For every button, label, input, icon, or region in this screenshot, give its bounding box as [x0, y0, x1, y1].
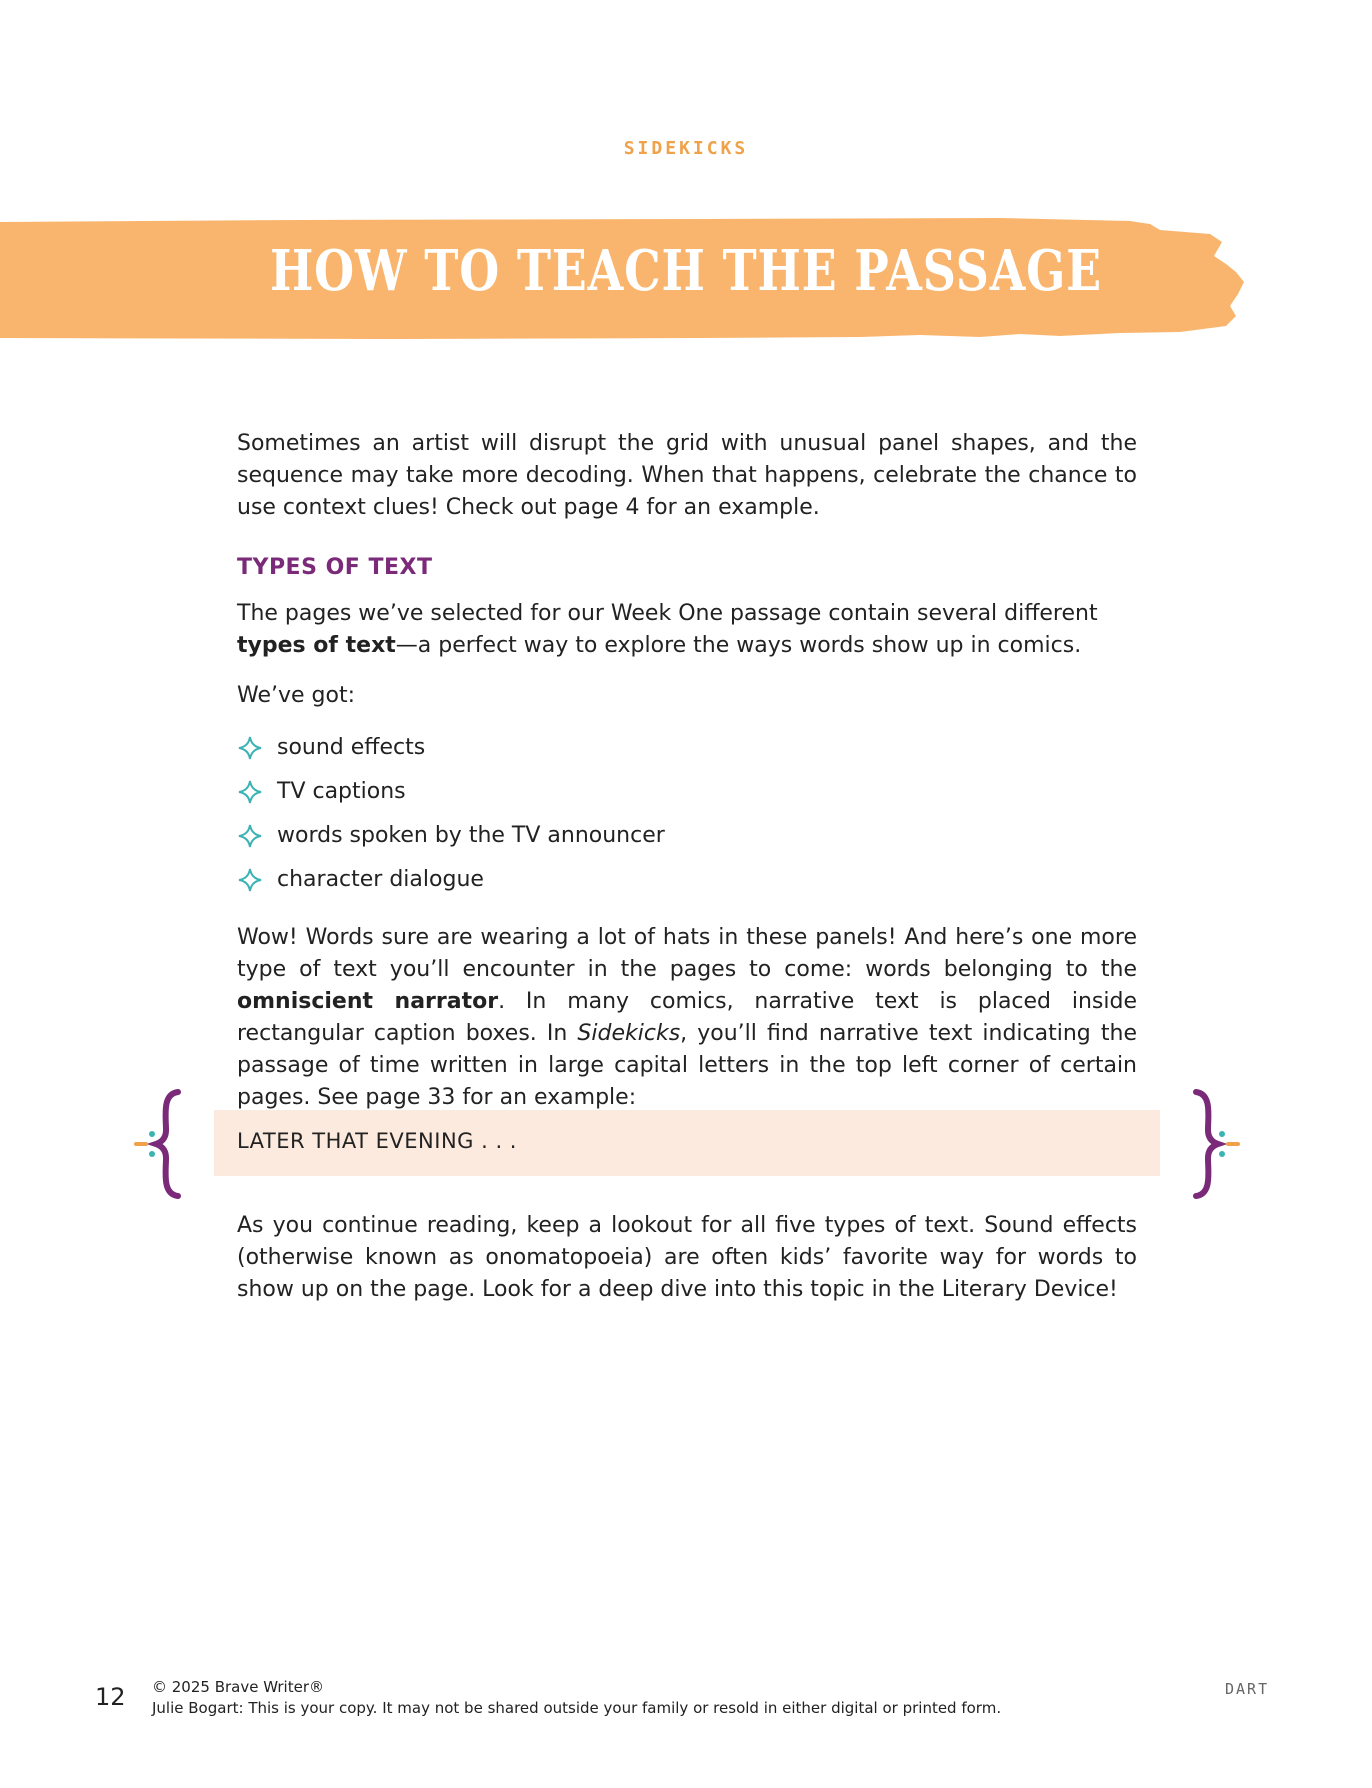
text-span: The pages we’ve selected for our Week One passage contain several different [237, 601, 1098, 626]
caption-example-text: LATER THAT EVENING . . . [237, 1129, 517, 1153]
four-point-star-icon [237, 823, 263, 849]
closing-section [237, 1210, 1137, 1306]
text-span: —a perfect way to explore the ways words show up in comics. [395, 633, 1082, 658]
bold-term: omniscient narrator [237, 989, 499, 1014]
running-head: SIDEKICKS [623, 138, 749, 159]
text-span: , you’ll find narrative text indicating the passage of time written in large capital letters in the top left corner of certain pages. See page 33 for an example: [237, 1021, 1137, 1110]
license-line: Julie Bogart: This is your copy. It may not be shared outside your family or resold in either digital or printed form. [152, 1699, 1002, 1717]
italic-title: Sidekicks [577, 1021, 681, 1046]
text-types-list [237, 726, 1137, 902]
closing-paragraph: As you continue reading, keep a lookout for all five types of text. Sound effects (otherwise known as onomatopoeia) are often kids’ favorite way for words to show up on the page. Look for a deep dive into this topic in the Literary Device! [237, 1213, 1137, 1302]
footer-mark: DART [1225, 1680, 1270, 1698]
section-heading: TYPES OF TEXT [237, 555, 433, 580]
list-item [237, 726, 1137, 770]
text-span: . In many comics, narrative text is placed inside rectangular caption boxes. In [237, 989, 1138, 1046]
list-item [237, 770, 1137, 814]
wow-paragraph [237, 922, 1137, 1114]
text-span: Wow! Words sure are wearing a lot of hats in these panels! And here’s one more type of text you’ll encounter in the pages to come: words belonging to the [237, 925, 1137, 982]
four-point-star-icon [237, 779, 263, 805]
types-paragraph [237, 598, 1137, 662]
list-item-label: TV captions [277, 779, 406, 804]
page-number: 12 [95, 1683, 126, 1711]
weve-got-line: We’ve got: [237, 683, 356, 708]
four-point-star-icon [237, 735, 263, 761]
intro-paragraph: Sometimes an artist will disrupt the grid with unusual panel shapes, and the sequence may take more decoding. When that happens, celebrate the chance to use context clues! Check out page 4 for an example. [237, 431, 1137, 520]
bold-term: types of text [237, 633, 396, 658]
four-point-star-icon [237, 867, 263, 893]
right-curly-brace-icon [1180, 1086, 1242, 1202]
left-curly-brace-icon [132, 1086, 194, 1202]
list-item-label: sound effects [277, 735, 426, 760]
list-item-label: words spoken by the TV announcer [277, 823, 665, 848]
copyright-line: © 2025 Brave Writer® [152, 1678, 325, 1696]
list-item [237, 858, 1137, 902]
page-title: HOW TO TEACH THE PASSAGE [269, 238, 1103, 304]
caption-example-box [214, 1110, 1160, 1176]
main-content [237, 428, 1137, 1114]
list-item-label: character dialogue [277, 867, 484, 892]
list-item [237, 814, 1137, 858]
title-banner [0, 216, 1245, 340]
